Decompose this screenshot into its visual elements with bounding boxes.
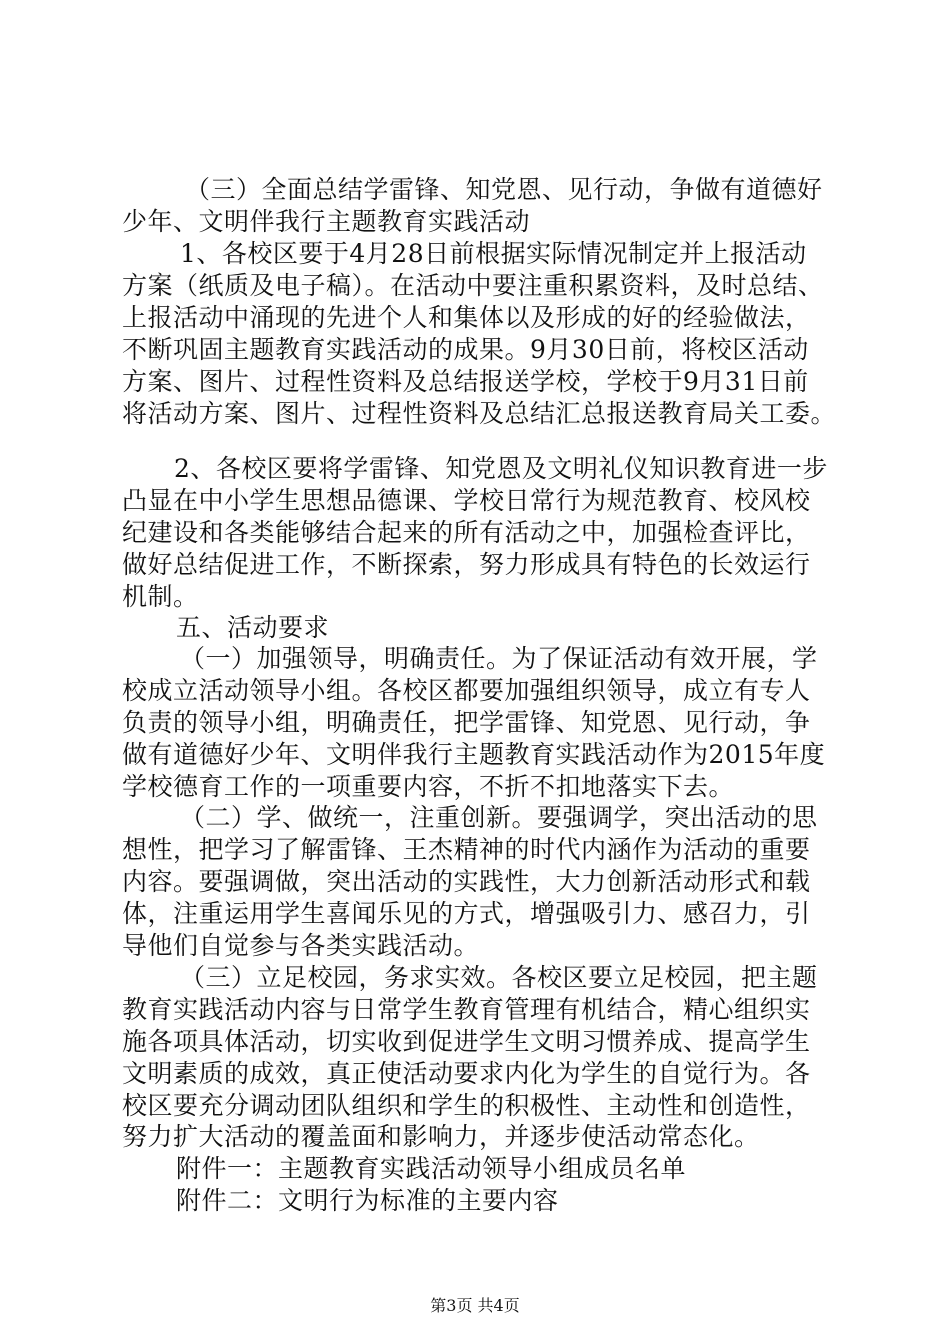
paragraph-line: 方案（纸质及电子稿）。在活动中要注重积累资料，及时总结、 (122, 271, 824, 300)
paragraph-line: 做有道德好少年、文明伴我行主题教育实践活动作为2015年度 (122, 740, 826, 769)
paragraph-line: 体，注重运用学生喜闻乐见的方式，增强吸引力、感召力，引 (122, 899, 811, 928)
paragraph-line: （三）立足校园，务求实效。各校区要立足校园，把主题 (180, 963, 818, 992)
paragraph-line: 努力扩大活动的覆盖面和影响力，并逐步使活动常态化。 (122, 1122, 760, 1151)
paragraph-line: 施各项具体活动，切实收到促进学生文明习惯养成、提高学生 (122, 1027, 811, 1056)
paragraph-line: 教育实践活动内容与日常学生教育管理有机结合，精心组织实 (122, 995, 811, 1024)
paragraph-line: 校成立活动领导小组。各校区都要加强组织领导，成立有专人 (122, 676, 811, 705)
paragraph-line: 纪建设和各类能够结合起来的所有活动之中，加强检查评比， (122, 518, 811, 547)
paragraph-line: （一）加强领导，明确责任。为了保证活动有效开展，学 (180, 644, 818, 673)
paragraph-line: 文明素质的成效，真正使活动要求内化为学生的自觉行为。各 (122, 1059, 811, 1088)
paragraph-line: 校区要充分调动团队组织和学生的积极性、主动性和创造性， (122, 1091, 811, 1120)
paragraph-line: 上报活动中涌现的先进个人和集体以及形成的好的经验做法， (122, 303, 811, 332)
paragraph-line: 内容。要强调做，突出活动的实践性，大力创新活动形式和载 (122, 867, 811, 896)
attachment-line: 附件一：主题教育实践活动领导小组成员名单 (176, 1154, 687, 1183)
attachment-line: 附件二：文明行为标准的主要内容 (176, 1186, 559, 1215)
paragraph-line: （二）学、做统一，注重创新。要强调学，突出活动的思 (180, 803, 818, 832)
paragraph-line: 凸显在中小学生思想品德课、学校日常行为规范教育、校风校 (122, 486, 811, 515)
paragraph-line: 做好总结促进工作，不断探索，努力形成具有特色的长效运行 (122, 550, 811, 579)
paragraph-line: 负责的领导小组，明确责任，把学雷锋、知党恩、见行动，争 (122, 708, 811, 737)
paragraph-line: 想性，把学习了解雷锋、王杰精神的时代内涵作为活动的重要 (122, 835, 811, 864)
paragraph-line: （三）全面总结学雷锋、知党恩、见行动，争做有道德好 (185, 175, 823, 204)
page-footer: 第3页 共4页 (430, 1296, 520, 1315)
paragraph-line: 机制。 (122, 582, 199, 611)
paragraph-line: 少年、文明伴我行主题教育实践活动 (122, 207, 531, 236)
paragraph-line: 2、各校区要将学雷锋、知党恩及文明礼仪知识教育进一步 (174, 454, 828, 483)
paragraph-line: 导他们自觉参与各类实践活动。 (122, 931, 480, 960)
paragraph-line: 学校德育工作的一项重要内容，不折不扣地落实下去。 (122, 772, 735, 801)
paragraph-line: 将活动方案、图片、过程性资料及总结汇总报送教育局关工委。 (122, 399, 837, 428)
paragraph-line: 方案、图片、过程性资料及总结报送学校，学校于9月31日前 (122, 367, 809, 396)
paragraph-line: 不断巩固主题教育实践活动的成果。9月30日前，将校区活动 (122, 335, 809, 364)
paragraph-line: 1、各校区要于4月28日前根据实际情况制定并上报活动 (180, 239, 807, 268)
section-heading: 五、活动要求 (176, 613, 330, 642)
